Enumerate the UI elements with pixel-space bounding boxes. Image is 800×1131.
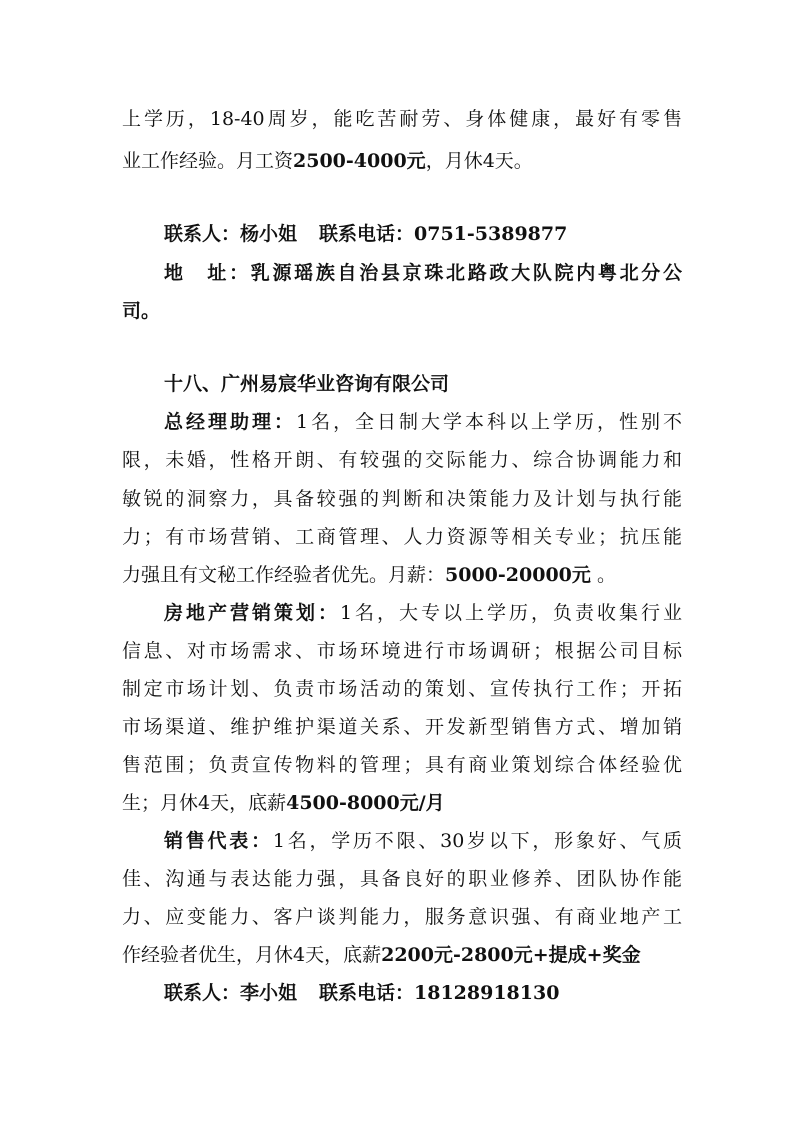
job2-line-5 <box>122 750 682 780</box>
requirement-text: 业工作经验。月工资 <box>122 150 294 172</box>
job-desc: 力；有市场营销、工商管理、人力资源等相关专业；抗压能 <box>122 526 682 548</box>
job1-line-3 <box>122 484 682 514</box>
salary-value: 2500-4000 <box>293 150 407 172</box>
salary-value: 2200元-2800元+提成+奖金 <box>381 944 641 966</box>
address-text: 司。 <box>122 300 161 322</box>
job2-line-3 <box>122 674 682 704</box>
job3-line-4 <box>122 940 682 970</box>
job-desc: 1名，大专以上学历，负责收集行业 <box>339 602 682 624</box>
job-desc: 市场渠道、维护维护渠道关系、开发新型销售方式、增加销 <box>122 716 682 738</box>
job-desc: 。 <box>596 564 616 586</box>
contact-line-1 <box>164 219 682 249</box>
job-desc: 力强且有文秘工作经验者优先。月薪： <box>122 564 446 586</box>
job2-line-2 <box>122 636 682 666</box>
job-desc: 作经验者优生，月休4天，底薪 <box>122 944 382 966</box>
job3-line-3 <box>122 902 682 932</box>
contact-phone: 联系电话：18128918130 <box>319 982 560 1004</box>
contact-line-2 <box>164 978 682 1008</box>
address-line-2 <box>122 296 682 326</box>
contact-person: 联系人：杨小姐 <box>164 223 298 245</box>
job1-line-1 <box>164 407 682 437</box>
company-heading <box>164 369 682 399</box>
job2-line-1 <box>164 598 682 628</box>
job-desc: 信息、对市场需求、市场环境进行市场调研；根据公司目标 <box>122 640 682 662</box>
contact-phone: 联系电话：0751-5389877 <box>319 223 568 245</box>
salary-value: 4500-8000元/月 <box>286 792 445 814</box>
company-name: 十八、广州易宸华业咨询有限公司 <box>164 373 450 395</box>
contact-person: 联系人：李小姐 <box>164 982 298 1004</box>
job-desc: 力、应变能力、客户谈判能力，服务意识强、有商业地产工 <box>122 906 682 928</box>
job3-line-1 <box>164 826 682 856</box>
job-desc: 1名，学历不限、30岁以下，形象好、气质 <box>272 830 682 852</box>
requirement-line-1 <box>122 104 682 134</box>
job-title: 总经理助理： <box>164 411 296 433</box>
job-desc: 佳、沟通与表达能力强，具备良好的职业修养、团队协作能 <box>122 868 682 890</box>
requirement-text: ，月休4天。 <box>425 150 533 172</box>
job3-line-2 <box>122 864 682 894</box>
job-desc: 制定市场计划、负责市场活动的策划、宣传执行工作；开拓 <box>122 678 682 700</box>
job-title: 销售代表： <box>164 830 273 852</box>
job2-line-4 <box>122 712 682 742</box>
job-desc: 生；月休4天，底薪 <box>122 792 287 814</box>
job2-line-6 <box>122 788 682 818</box>
salary-value: 5000-20000元 <box>445 564 591 586</box>
job-desc: 1名，全日制大学本科以上学历，性别不 <box>295 411 682 433</box>
address-text: 地 址：乳源瑶族自治县京珠北路政大队院内粤北分公 <box>164 262 682 284</box>
requirement-line-2 <box>122 146 682 176</box>
requirement-text: 上学历，18-40周岁，能吃苦耐劳、身体健康，最好有零售 <box>122 108 682 130</box>
job1-line-4 <box>122 522 682 552</box>
job-desc: 限，未婚，性格开朗、有较强的交际能力、综合协调能力和 <box>122 449 682 471</box>
job-desc: 敏锐的洞察力，具备较强的判断和决策能力及计划与执行能 <box>122 488 682 510</box>
job-desc: 售范围；负责宣传物料的管理；具有商业策划综合体经验优 <box>122 754 682 776</box>
salary-unit: 元 <box>406 150 426 172</box>
job1-line-5 <box>122 560 682 590</box>
job-title: 房地产营销策划： <box>164 602 340 624</box>
job1-line-2 <box>122 445 682 475</box>
address-line-1 <box>164 258 682 288</box>
